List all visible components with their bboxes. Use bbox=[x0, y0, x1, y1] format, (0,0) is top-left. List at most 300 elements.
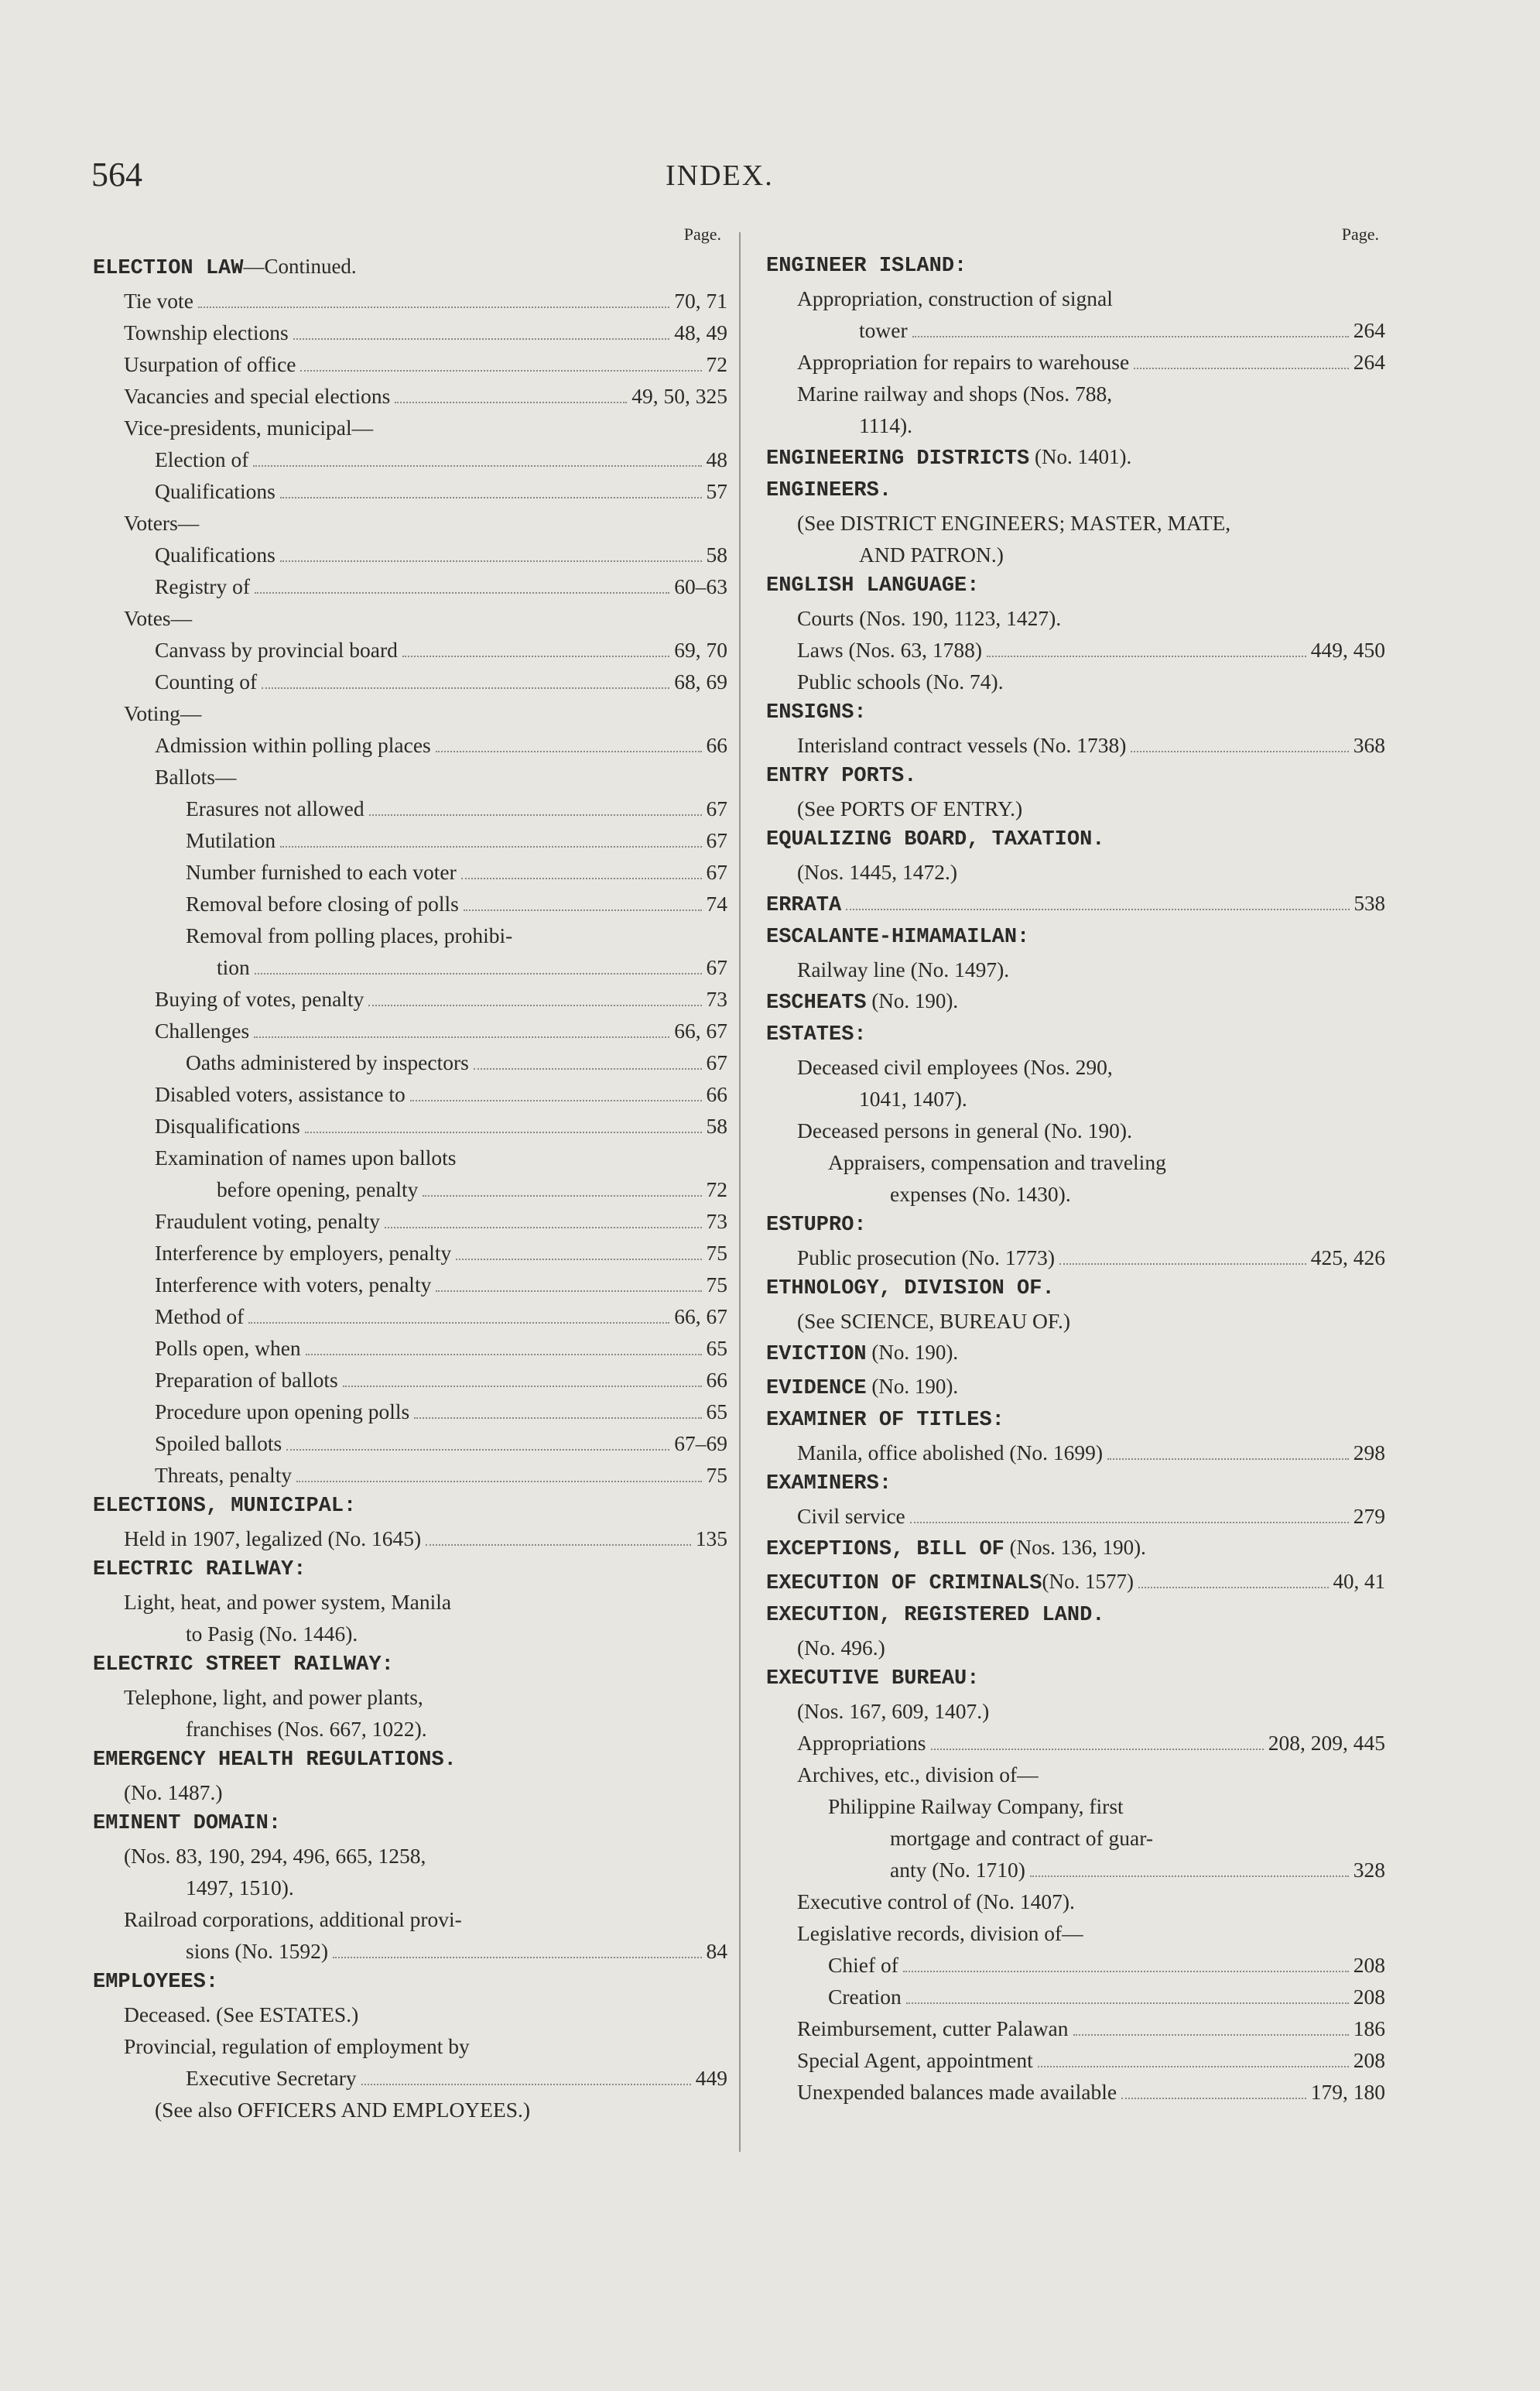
page-reference: 65 bbox=[706, 1399, 727, 1423]
index-entry bbox=[766, 1500, 1385, 1532]
entry-text: Buying of votes, penalty bbox=[155, 987, 364, 1011]
dot-leader bbox=[254, 1036, 669, 1038]
index-heading bbox=[766, 761, 1385, 793]
dot-leader bbox=[426, 1544, 691, 1546]
page-reference: 67 bbox=[706, 955, 727, 979]
index-subentry: Archives, etc., division of— bbox=[797, 1762, 1039, 1786]
page-reference: 66 bbox=[706, 1368, 727, 1392]
dot-leader bbox=[368, 1005, 701, 1006]
index-entry bbox=[93, 380, 727, 412]
entry-text: anty (No. 1710) bbox=[890, 1858, 1025, 1882]
index-subentry: (See SCIENCE, BUREAU OF.) bbox=[797, 1309, 1071, 1333]
index-heading bbox=[93, 1967, 727, 1999]
dot-leader bbox=[300, 370, 701, 372]
page-reference: 67 bbox=[706, 796, 727, 820]
dot-leader bbox=[912, 336, 1349, 337]
entry-text: Erasures not allowed bbox=[186, 796, 364, 820]
index-entry bbox=[766, 634, 1385, 666]
index-entry bbox=[766, 1981, 1385, 2012]
entry-text: Registry of bbox=[155, 574, 250, 598]
index-heading bbox=[766, 441, 1385, 475]
entry-text: Township elections bbox=[124, 320, 289, 344]
index-subentry: 1497, 1510). bbox=[186, 1875, 294, 1899]
index-heading bbox=[766, 824, 1385, 856]
page-reference: 67 bbox=[706, 828, 727, 852]
heading-text: ERRATA bbox=[766, 894, 842, 917]
dot-leader bbox=[1131, 751, 1348, 752]
heading-text: ELECTION LAW bbox=[93, 257, 244, 280]
entry-text: Qualifications bbox=[155, 479, 275, 503]
page-reference: 65 bbox=[706, 1336, 727, 1360]
index-subentry: expenses (No. 1430). bbox=[890, 1182, 1071, 1206]
entry-text: sions (No. 1592) bbox=[186, 1939, 329, 1963]
entry-text: Manila, office abolished (No. 1699) bbox=[797, 1440, 1104, 1464]
entry-text: Laws (Nos. 63, 1788) bbox=[797, 638, 983, 662]
heading-text: EVICTION bbox=[766, 1343, 867, 1366]
index-heading bbox=[766, 1019, 1385, 1051]
page-reference: 368 bbox=[1353, 733, 1385, 757]
index-heading bbox=[93, 1554, 727, 1586]
page-reference: 208 bbox=[1353, 1985, 1385, 2009]
page-reference: 264 bbox=[1353, 318, 1385, 342]
heading-text: EMINENT DOMAIN: bbox=[93, 1812, 282, 1835]
entry-text: Interference by employers, penalty bbox=[155, 1241, 452, 1265]
index-heading bbox=[766, 1337, 1385, 1371]
entry-text: Creation bbox=[828, 1985, 902, 2009]
page-reference: 186 bbox=[1353, 2016, 1385, 2040]
index-subentry: Appropriation, construction of signal bbox=[797, 286, 1113, 310]
index-entry bbox=[93, 983, 727, 1015]
page-reference: 60–63 bbox=[674, 574, 727, 598]
dot-leader bbox=[280, 497, 702, 498]
heading-reference: (Nos. 136, 190). bbox=[1004, 1536, 1146, 1559]
page-reference: 67 bbox=[706, 1050, 727, 1074]
page-reference: 279 bbox=[1353, 1504, 1385, 1528]
dot-leader bbox=[436, 751, 702, 752]
index-subentry: (Nos. 167, 609, 1407.) bbox=[797, 1699, 990, 1723]
heading-text: EXAMINER OF TITLES: bbox=[766, 1409, 1004, 1432]
index-subentry: Legislative records, division of— bbox=[797, 1921, 1083, 1945]
index-subentry: Deceased persons in general (No. 190). bbox=[797, 1118, 1132, 1142]
dot-leader bbox=[280, 560, 702, 562]
index-subentry: 1041, 1407). bbox=[859, 1087, 967, 1111]
index-subentry: Deceased. (See ESTATES.) bbox=[124, 2002, 359, 2026]
dot-leader bbox=[456, 1259, 701, 1260]
index-heading bbox=[766, 1468, 1385, 1500]
index-entry bbox=[766, 1437, 1385, 1468]
index-heading bbox=[766, 1405, 1385, 1437]
dot-leader bbox=[987, 656, 1306, 657]
entry-text: Civil service bbox=[797, 1504, 905, 1528]
dot-leader bbox=[343, 1386, 702, 1387]
heading-text: EXECUTION, REGISTERED LAND. bbox=[766, 1604, 1105, 1627]
index-entry bbox=[93, 570, 727, 602]
index-subentry: (See DISTRICT ENGINEERS; MASTER, MATE, bbox=[797, 511, 1231, 535]
heading-reference: (No. 1577) bbox=[1042, 1570, 1134, 1593]
index-heading bbox=[766, 1210, 1385, 1242]
dot-leader bbox=[385, 1227, 702, 1228]
index-subentry: Votes— bbox=[124, 606, 193, 630]
heading-text: ESCALANTE-HIMAMAILAN: bbox=[766, 926, 1030, 949]
index-heading bbox=[766, 251, 1385, 283]
entry-text: Canvass by provincial board bbox=[155, 638, 398, 662]
index-subentry: (Nos. 1445, 1472.) bbox=[797, 860, 958, 884]
index-entry bbox=[93, 824, 727, 856]
entry-text: Disqualifications bbox=[155, 1114, 300, 1138]
heading-text: EXECUTIVE BUREAU: bbox=[766, 1667, 980, 1690]
index-heading bbox=[766, 1600, 1385, 1632]
page-reference: 73 bbox=[706, 1209, 727, 1233]
index-heading bbox=[93, 251, 727, 285]
entry-text: Preparation of ballots bbox=[155, 1368, 338, 1392]
dot-leader bbox=[305, 1132, 702, 1133]
page-reference: 66 bbox=[706, 733, 727, 757]
heading-text: ENGINEER ISLAND: bbox=[766, 255, 967, 278]
index-subentry: Light, heat, and power system, Manila bbox=[124, 1590, 452, 1614]
index-entry bbox=[93, 2062, 727, 2094]
index-entry bbox=[93, 539, 727, 570]
index-subentry: Railway line (No. 1497). bbox=[797, 957, 1010, 981]
index-entry bbox=[93, 1205, 727, 1237]
index-entry bbox=[93, 1110, 727, 1142]
index-entry bbox=[766, 1727, 1385, 1759]
entry-text: tower bbox=[859, 318, 908, 342]
heading-text: EMERGENCY HEALTH REGULATIONS. bbox=[93, 1749, 457, 1772]
entry-text: Number furnished to each voter bbox=[186, 860, 457, 884]
heading-text: EXECUTION OF CRIMINALS bbox=[766, 1572, 1042, 1595]
index-entry bbox=[93, 1332, 727, 1364]
entry-text: before opening, penalty bbox=[217, 1177, 419, 1201]
index-entry bbox=[93, 475, 727, 507]
heading-text: ESTATES: bbox=[766, 1023, 867, 1046]
index-entry bbox=[93, 1015, 727, 1046]
index-heading bbox=[93, 1649, 727, 1681]
page-reference: 66, 67 bbox=[674, 1019, 727, 1043]
page-reference: 72 bbox=[706, 352, 727, 376]
page-reference: 40, 41 bbox=[1333, 1570, 1385, 1593]
index-subentry: Provincial, regulation of employment by bbox=[124, 2034, 470, 2058]
running-head: INDEX. bbox=[666, 159, 774, 192]
heading-reference: (No. 1401). bbox=[1029, 445, 1132, 468]
dot-leader bbox=[1138, 1587, 1329, 1588]
entry-text: Reimbursement, cutter Palawan bbox=[797, 2016, 1069, 2040]
index-subentry: Voting— bbox=[124, 701, 202, 725]
index-subentry: to Pasig (No. 1446). bbox=[186, 1622, 358, 1646]
heading-text: EXAMINERS: bbox=[766, 1472, 892, 1495]
heading-reference: (No. 190). bbox=[866, 1375, 959, 1398]
entry-text: Removal before closing of polls bbox=[186, 892, 459, 916]
heading-text: ELECTRIC RAILWAY: bbox=[93, 1558, 306, 1581]
entry-text: Election of bbox=[155, 447, 249, 471]
dot-leader bbox=[1038, 2066, 1349, 2067]
heading-text: EVIDENCE bbox=[766, 1377, 867, 1400]
page-reference: 69, 70 bbox=[674, 638, 727, 662]
index-subentry: (No. 1487.) bbox=[124, 1780, 223, 1804]
dot-leader bbox=[248, 1322, 669, 1324]
dot-leader bbox=[296, 1481, 701, 1482]
index-subentry: Executive control of (No. 1407). bbox=[797, 1889, 1075, 1913]
column-divider bbox=[739, 232, 741, 2152]
index-heading bbox=[766, 1566, 1385, 1600]
index-entry bbox=[93, 666, 727, 697]
entry-text: Vacancies and special elections bbox=[124, 384, 391, 408]
index-subentry: Public schools (No. 74). bbox=[797, 670, 1004, 694]
heading-text: ENGINEERS. bbox=[766, 479, 892, 502]
page-reference: 48 bbox=[706, 447, 727, 471]
page-reference: 179, 180 bbox=[1310, 2080, 1385, 2104]
heading-reference: (No. 190). bbox=[866, 1341, 959, 1364]
dot-leader bbox=[414, 1417, 701, 1419]
entry-text: Interisland contract vessels (No. 1738) bbox=[797, 733, 1127, 757]
index-subentry: Examination of names upon ballots bbox=[155, 1146, 457, 1170]
dot-leader bbox=[461, 878, 702, 879]
dot-leader bbox=[255, 973, 702, 975]
entry-text: tion bbox=[217, 955, 250, 979]
index-subentry: Railroad corporations, additional provi- bbox=[124, 1907, 462, 1931]
page-reference: 68, 69 bbox=[674, 670, 727, 694]
heading-text: ENGLISH LANGUAGE: bbox=[766, 574, 980, 598]
index-entry bbox=[93, 888, 727, 920]
heading-text: ENGINEERING DISTRICTS bbox=[766, 447, 1030, 471]
entry-text: Appropriations bbox=[797, 1731, 926, 1755]
index-entry bbox=[766, 346, 1385, 378]
index-entry bbox=[93, 1396, 727, 1427]
page-reference: 70, 71 bbox=[674, 289, 727, 313]
heading-text: ENTRY PORTS. bbox=[766, 765, 917, 788]
page-reference: 74 bbox=[706, 892, 727, 916]
entry-text: Threats, penalty bbox=[155, 1463, 293, 1487]
heading-text: EQUALIZING BOARD, TAXATION. bbox=[766, 828, 1105, 851]
index-entry bbox=[766, 2044, 1385, 2076]
index-heading bbox=[766, 475, 1385, 507]
dot-leader bbox=[293, 338, 670, 340]
page-reference: 66 bbox=[706, 1082, 727, 1106]
index-subentry: (See also OFFICERS AND EMPLOYEES.) bbox=[155, 2098, 531, 2122]
entry-text: Appropriation for repairs to warehouse bbox=[797, 350, 1130, 374]
dot-leader bbox=[286, 1449, 669, 1451]
entry-text: Oaths administered by inspectors bbox=[186, 1050, 469, 1074]
entry-text: Chief of bbox=[828, 1953, 898, 1977]
heading-text: ESTUPRO: bbox=[766, 1214, 867, 1237]
entry-text: Qualifications bbox=[155, 543, 275, 567]
page-reference: 449, 450 bbox=[1310, 638, 1385, 662]
page-reference: 75 bbox=[706, 1463, 727, 1487]
index-entry bbox=[93, 1935, 727, 1967]
index-entry bbox=[766, 2076, 1385, 2108]
entry-text: Mutilation bbox=[186, 828, 276, 852]
index-heading bbox=[766, 697, 1385, 729]
index-entry bbox=[93, 634, 727, 666]
dot-leader bbox=[474, 1068, 702, 1070]
dot-leader bbox=[280, 846, 701, 848]
right-column bbox=[766, 224, 1385, 2108]
entry-text: Tie vote bbox=[124, 289, 193, 313]
index-entry bbox=[93, 951, 727, 983]
index-heading bbox=[766, 1273, 1385, 1305]
index-heading bbox=[93, 1745, 727, 1776]
entry-text: Public prosecution (No. 1773) bbox=[797, 1245, 1056, 1269]
dot-leader bbox=[395, 402, 627, 403]
dot-leader bbox=[1073, 2034, 1349, 2036]
entry-text: Interference with voters, penalty bbox=[155, 1273, 432, 1297]
index-entry bbox=[93, 1078, 727, 1110]
entry-text: Procedure upon opening polls bbox=[155, 1399, 410, 1423]
dot-leader bbox=[1134, 368, 1349, 369]
entry-text: Admission within polling places bbox=[155, 733, 431, 757]
dot-leader bbox=[333, 1957, 701, 1958]
dot-leader bbox=[253, 465, 701, 467]
index-heading bbox=[766, 1663, 1385, 1695]
page-reference: 208, 209, 445 bbox=[1268, 1731, 1385, 1755]
dot-leader bbox=[436, 1290, 701, 1292]
heading-text: ESCHEATS bbox=[766, 992, 867, 1015]
dot-leader bbox=[1030, 1875, 1349, 1877]
entry-text: Unexpended balances made available bbox=[797, 2080, 1117, 2104]
index-entry bbox=[93, 285, 727, 317]
entry-text: Method of bbox=[155, 1304, 245, 1328]
index-heading bbox=[766, 888, 1385, 922]
index-subentry: Appraisers, compensation and traveling bbox=[828, 1150, 1166, 1174]
entry-text: Challenges bbox=[155, 1019, 250, 1043]
index-subentry: Telephone, light, and power plants, bbox=[124, 1685, 423, 1709]
heading-reference: —Continued. bbox=[243, 255, 357, 278]
dot-leader bbox=[361, 2084, 691, 2085]
dot-leader bbox=[410, 1100, 702, 1101]
dot-leader bbox=[1121, 2098, 1306, 2099]
index-entry bbox=[93, 1523, 727, 1554]
dot-leader bbox=[903, 1971, 1349, 1972]
dot-leader bbox=[910, 1522, 1349, 1523]
index-entry bbox=[93, 317, 727, 348]
index-subentry: Courts (Nos. 190, 1123, 1427). bbox=[797, 606, 1062, 630]
entry-text: Usurpation of office bbox=[124, 352, 296, 376]
page-reference: 208 bbox=[1353, 2048, 1385, 2072]
index-subentry: Marine railway and shops (Nos. 788, bbox=[797, 382, 1113, 406]
index-entry bbox=[93, 856, 727, 888]
page-reference: 208 bbox=[1353, 1953, 1385, 1977]
index-heading bbox=[766, 985, 1385, 1019]
index-subentry: Removal from polling places, prohibi- bbox=[186, 923, 513, 947]
dot-leader bbox=[931, 1749, 1264, 1750]
page-column-label: Page. bbox=[1341, 224, 1379, 244]
page-reference: 67–69 bbox=[674, 1431, 727, 1455]
index-entry bbox=[93, 1300, 727, 1332]
index-entry bbox=[93, 1269, 727, 1300]
dot-leader bbox=[198, 307, 669, 308]
heading-text: ELECTIONS, MUNICIPAL: bbox=[93, 1495, 357, 1518]
entry-text: Special Agent, appointment bbox=[797, 2048, 1033, 2072]
index-heading bbox=[766, 1371, 1385, 1405]
index-entry bbox=[766, 729, 1385, 761]
index-heading bbox=[93, 1808, 727, 1840]
page-reference: 449 bbox=[695, 2066, 727, 2090]
entry-text: Polls open, when bbox=[155, 1336, 301, 1360]
index-entry bbox=[766, 2012, 1385, 2044]
entry-text: Spoiled ballots bbox=[155, 1431, 282, 1455]
entry-text: Counting of bbox=[155, 670, 258, 694]
index-subentry: franchises (Nos. 667, 1022). bbox=[186, 1717, 427, 1741]
index-entry bbox=[766, 1242, 1385, 1273]
index-subentry: 1114). bbox=[859, 413, 912, 437]
index-heading bbox=[766, 922, 1385, 954]
page-reference: 58 bbox=[706, 543, 727, 567]
heading-text: EMPLOYEES: bbox=[93, 1971, 219, 1994]
index-subentry: Philippine Railway Company, first bbox=[828, 1794, 1124, 1818]
page-reference: 57 bbox=[706, 479, 727, 503]
page-reference: 49, 50, 325 bbox=[631, 384, 727, 408]
page-reference: 425, 426 bbox=[1310, 1245, 1385, 1269]
index-entry bbox=[93, 729, 727, 761]
page-reference: 84 bbox=[706, 1939, 727, 1963]
page-number: 564 bbox=[91, 156, 142, 194]
dot-leader bbox=[306, 1354, 702, 1355]
page-reference: 298 bbox=[1353, 1440, 1385, 1464]
index-subentry: mortgage and contract of guar- bbox=[890, 1826, 1153, 1850]
index-heading bbox=[766, 1532, 1385, 1566]
index-heading bbox=[766, 570, 1385, 602]
index-heading bbox=[93, 1491, 727, 1523]
index-entry bbox=[766, 1854, 1385, 1886]
dot-leader bbox=[255, 592, 669, 594]
page-reference: 264 bbox=[1353, 350, 1385, 374]
index-entry bbox=[766, 1949, 1385, 1981]
page-reference: 75 bbox=[706, 1241, 727, 1265]
index-entry bbox=[93, 1046, 727, 1078]
index-subentry: Ballots— bbox=[155, 765, 237, 789]
dot-leader bbox=[906, 2002, 1349, 2004]
page-reference: 58 bbox=[706, 1114, 727, 1138]
page-reference: 75 bbox=[706, 1273, 727, 1297]
dot-leader bbox=[402, 656, 669, 657]
index-entry bbox=[93, 348, 727, 380]
entry-text: Held in 1907, legalized (No. 1645) bbox=[124, 1526, 422, 1550]
heading-text: EXCEPTIONS, BILL OF bbox=[766, 1538, 1004, 1561]
page-reference: 67 bbox=[706, 860, 727, 884]
page-reference: 66, 67 bbox=[674, 1304, 727, 1328]
page-column-label: Page. bbox=[683, 224, 721, 244]
index-entry bbox=[93, 793, 727, 824]
entry-text: Fraudulent voting, penalty bbox=[155, 1209, 380, 1233]
dot-leader bbox=[423, 1195, 701, 1197]
heading-reference: (No. 190). bbox=[866, 989, 959, 1012]
index-entry bbox=[93, 1427, 727, 1459]
heading-text: ELECTRIC STREET RAILWAY: bbox=[93, 1653, 394, 1677]
index-subentry: Deceased civil employees (Nos. 290, bbox=[797, 1055, 1113, 1079]
index-subentry: (Nos. 83, 190, 294, 496, 665, 1258, bbox=[124, 1844, 426, 1868]
index-subentry: (No. 496.) bbox=[797, 1636, 885, 1660]
index-subentry: (See PORTS OF ENTRY.) bbox=[797, 796, 1023, 820]
page-reference: 328 bbox=[1353, 1858, 1385, 1882]
dot-leader bbox=[846, 909, 1349, 910]
dot-leader bbox=[262, 687, 669, 689]
index-entry bbox=[93, 1237, 727, 1269]
heading-text: ENSIGNS: bbox=[766, 701, 867, 724]
page-reference: 72 bbox=[706, 1177, 727, 1201]
index-entry bbox=[93, 1173, 727, 1205]
left-column bbox=[93, 224, 727, 2126]
index-subentry: AND PATRON.) bbox=[859, 543, 1004, 567]
index-entry bbox=[93, 1459, 727, 1491]
index-entry bbox=[93, 444, 727, 475]
index-subentry: Vice-presidents, municipal— bbox=[124, 416, 374, 440]
page-reference: 538 bbox=[1353, 892, 1385, 915]
entry-text: Executive Secretary bbox=[186, 2066, 357, 2090]
dot-leader bbox=[369, 814, 702, 816]
heading-text: ETHNOLOGY, DIVISION OF. bbox=[766, 1277, 1055, 1300]
entry-text: Disabled voters, assistance to bbox=[155, 1082, 406, 1106]
page-reference: 135 bbox=[695, 1526, 727, 1550]
index-entry bbox=[93, 1364, 727, 1396]
